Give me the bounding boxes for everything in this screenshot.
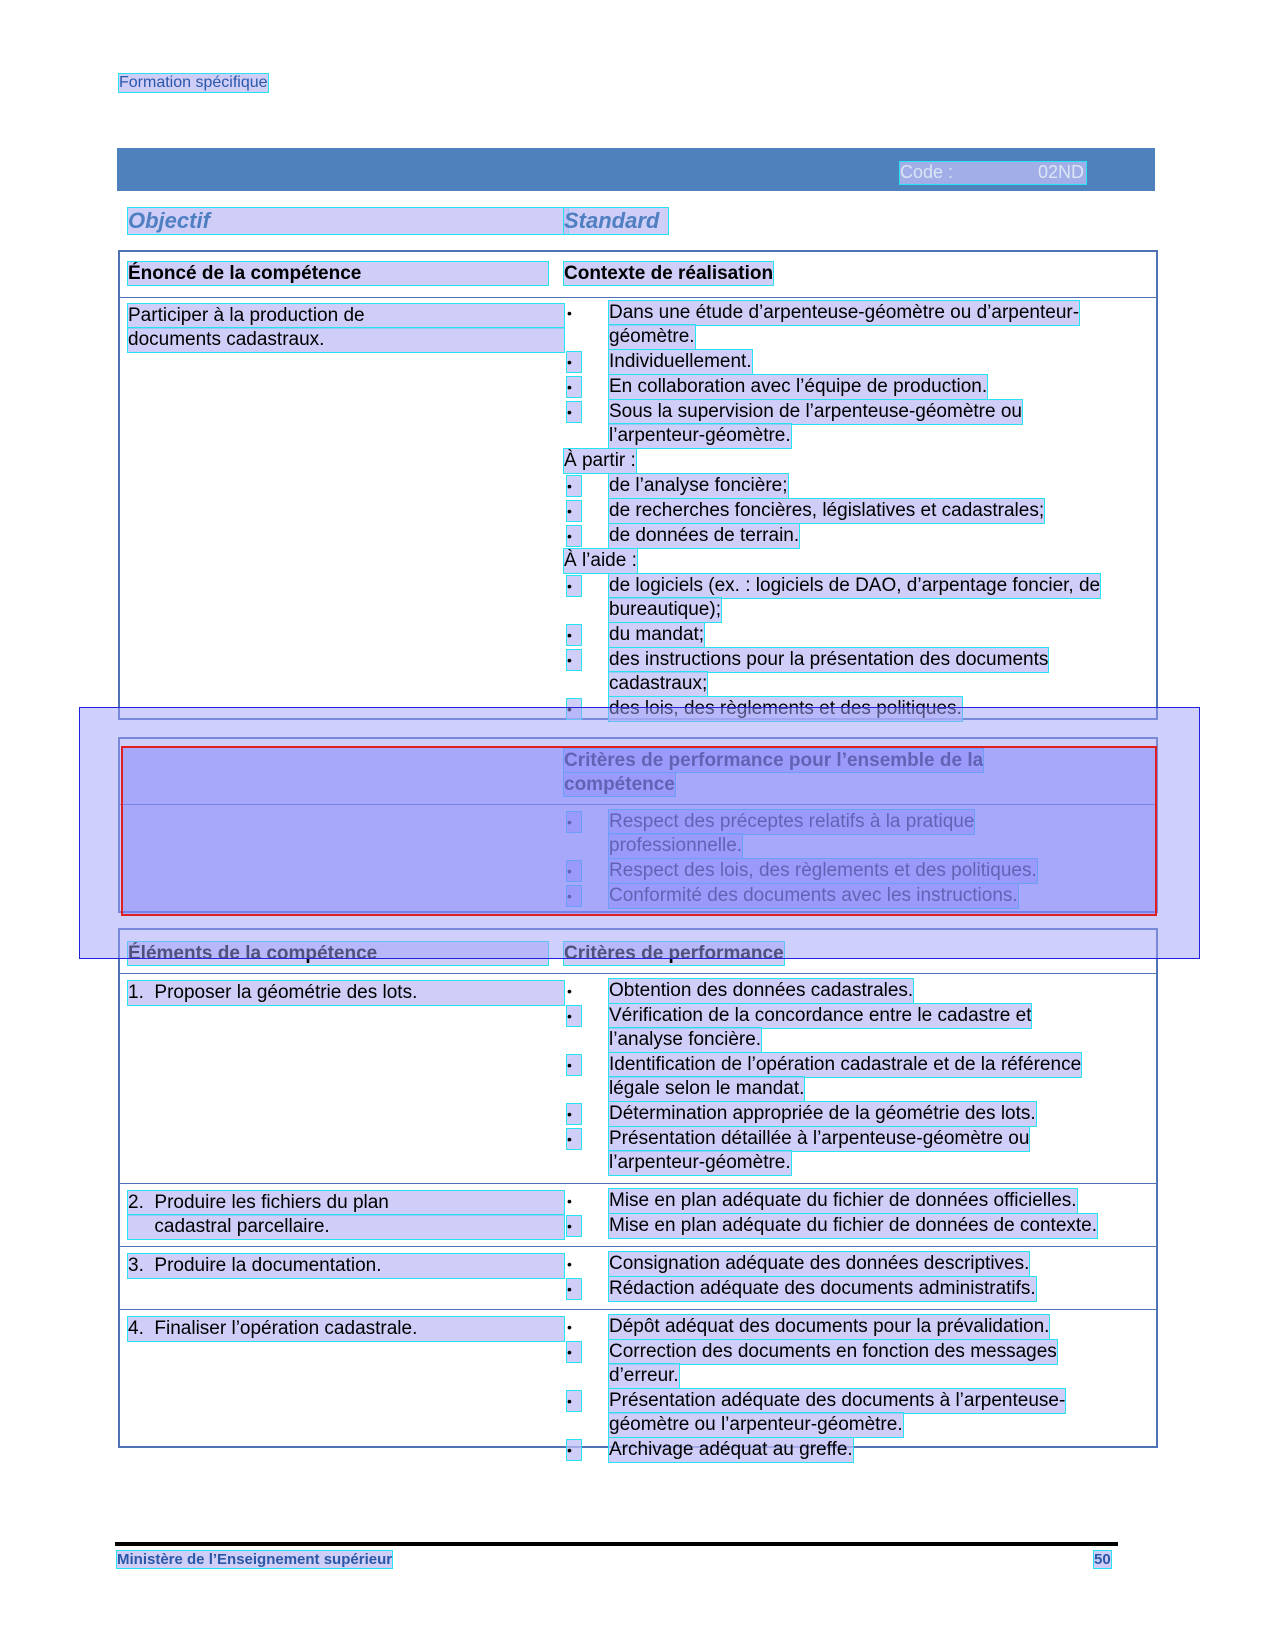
bullet-icon: • [567,352,581,372]
bullet-icon: • [567,1129,581,1149]
element-label: 4. Finaliser l’opération cadastrale. [128,1317,564,1341]
bullet-icon: • [567,377,581,397]
list-item-line: Sous la supervision de l’arpenteuse-géomètre ou [609,401,1022,422]
bullet-icon: • [567,576,581,596]
bullet-icon: • [567,305,572,321]
bullet-icon: • [567,1193,572,1209]
list-item-line: Correction des documents en fonction des messages [609,1341,1057,1362]
element-label: cadastral parcellaire. [128,1215,564,1239]
list-item-line: Rédaction adéquate des documents administratifs. [609,1278,1036,1299]
list-item-line: du mandat; [609,624,705,645]
code-label [900,162,1086,184]
list-item-line: Dans une étude d’arpenteuse-géomètre ou d’arpenteur- [609,302,1080,323]
selection-highlight [121,746,1157,916]
elements-table [118,928,1158,1460]
list-item-line: Mise en plan adéquate du fichier de données de contexte. [609,1215,1098,1236]
list-item-line: de données de terrain. [609,525,800,546]
list-item-line: Détermination appropriée de la géométrie des lots. [609,1103,1036,1124]
column-header-context: Contexte de réalisation [564,263,774,284]
list-item-line: géomètre ou l’arpenteur-géomètre. [609,1414,903,1435]
table-divider [120,297,1156,298]
list-item-line: Archivage adéquat au greffe. [609,1439,853,1460]
context-subheading: À partir : [564,450,636,471]
bullet-icon: • [567,1055,581,1075]
page-number: 50 [1094,1551,1111,1568]
bullet-icon: • [567,476,581,496]
bullet-icon: • [567,402,581,422]
bullet-icon: • [567,1440,581,1460]
element-label: 1. Proposer la géométrie des lots. [128,981,564,1005]
list-item-line: des instructions pour la présentation des documents [609,649,1049,670]
bullet-icon: • [567,1006,581,1026]
bullet-icon: • [567,501,581,521]
bullet-icon: • [567,625,581,645]
list-item-line: Consignation adéquate des données descriptives. [609,1253,1030,1274]
element-label: 2. Produire les fichiers du plan [128,1191,564,1215]
list-item-line: l’arpenteur-géomètre. [609,1152,791,1173]
list-item-line: légale selon le mandat. [609,1078,805,1099]
list-item-line: Individuellement. [609,351,752,372]
code-label-text: Code : [900,162,954,182]
bullet-icon: • [567,983,572,999]
bullet-icon: • [567,1256,572,1272]
bullet-icon: • [567,650,581,670]
list-item-line: l’arpenteur-géomètre. [609,425,791,446]
code-value: 02ND [1037,162,1084,182]
footer-rule [115,1542,1118,1546]
bullet-icon: • [567,1279,581,1299]
list-item-line: Mise en plan adéquate du fichier de données officielles. [609,1190,1077,1211]
competence-statement: documents cadastraux. [128,328,564,352]
table-divider [120,1309,1156,1310]
competence-statement: Participer à la production de [128,304,564,328]
column-header-statement: Énoncé de la compétence [128,262,548,285]
list-item-line: géomètre. [609,326,695,347]
competence-table [118,250,1158,720]
objectif-label: Objectif [128,208,568,234]
context-subheading: À l’aide : [564,550,637,571]
table-divider [120,1246,1156,1247]
bullet-icon: • [567,1104,581,1124]
table-divider [120,973,1156,974]
list-item-line: Vérification de la concordance entre le cadastre et [609,1005,1032,1026]
list-item-line: Présentation adéquate des documents à l’arpenteuse- [609,1390,1066,1411]
list-item-line: Présentation détaillée à l’arpenteuse-géomètre ou [609,1128,1030,1149]
list-item-line: En collaboration avec l’équipe de production. [609,376,988,397]
bullet-icon: • [567,526,581,546]
bullet-icon: • [567,1216,581,1236]
list-item-line: de recherches foncières, législatives et cadastrales; [609,500,1045,521]
list-item-line: de l’analyse foncière; [609,475,788,496]
bullet-icon: • [567,1342,581,1362]
footer-ministry: Ministère de l’Enseignement supérieur [117,1551,393,1568]
list-item-line: bureautique); [609,599,721,620]
running-head: Formation spécifique [119,74,268,91]
list-item-line: cadastraux; [609,673,708,694]
list-item-line: de logiciels (ex. : logiciels de DAO, d’arpentage foncier, de [609,575,1101,596]
list-item-line: Dépôt adéquat des documents pour la prévalidation. [609,1316,1050,1337]
table-divider [120,1183,1156,1184]
bullet-icon: • [567,1391,581,1411]
list-item-line: d’erreur. [609,1365,679,1386]
list-item-line: Identification de l’opération cadastrale et de la référence [609,1054,1082,1075]
list-item-line: l’analyse foncière. [609,1029,762,1050]
bullet-icon: • [567,1319,572,1335]
standard-label: Standard [564,208,668,234]
element-label: 3. Produire la documentation. [128,1254,564,1278]
list-item-line: Obtention des données cadastrales. [609,980,914,1001]
